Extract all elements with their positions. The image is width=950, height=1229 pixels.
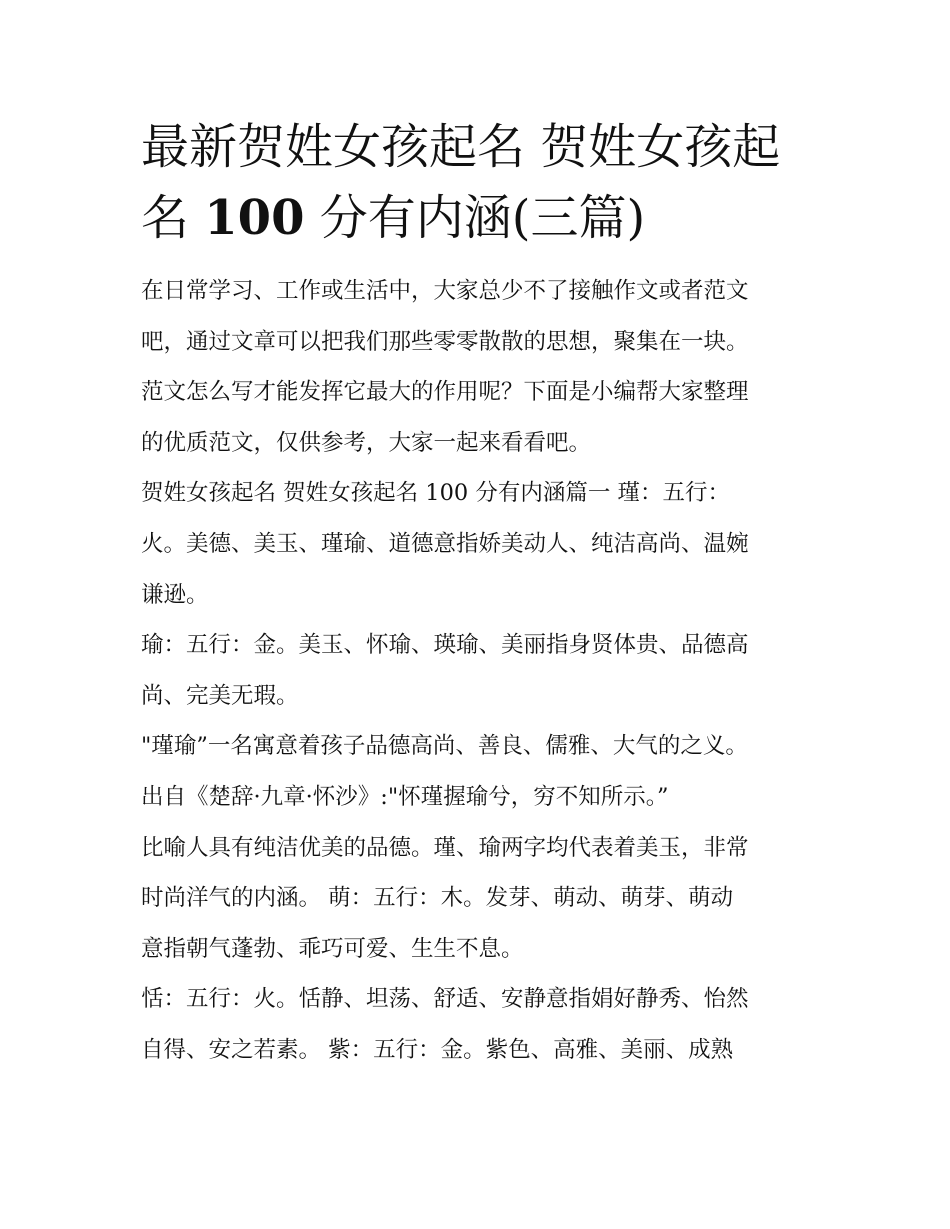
paragraph-tian [141, 974, 816, 1075]
text-line: 的优质范文，仅供参考，大家一起来看看吧。 [141, 429, 592, 456]
paragraph-intro [141, 266, 816, 468]
text-line: 范文怎么写才能发挥它最大的作用呢？下面是小编帮大家整理 [141, 379, 749, 406]
text-line: 出自《楚辞·九章·怀沙》:"怀瑾握瑜兮，穷不知所示。” [141, 783, 669, 810]
text-line: 在日常学习、工作或生活中，大家总少不了接触作文或者范文 [141, 278, 749, 304]
title-line-2: 名 100 分有内涵(三篇) [141, 190, 646, 246]
paragraph-jin [141, 468, 816, 620]
text-line: 谦逊。 [141, 581, 209, 608]
text-line: 比喻人具有纯洁优美的品德。瑾、瑜两字均代表着美玉，非常 [141, 834, 749, 861]
document-title [141, 112, 816, 254]
text-line: "瑾瑜”一名寓意着孩子品德高尚、善良、儒雅、大气的之义。 [141, 733, 748, 760]
paragraph-jinyu-meaning [141, 721, 816, 822]
text-line: 尚、完美无瑕。 [141, 682, 299, 709]
text-line: 时尚洋气的内涵。 萌：五行：木。发芽、萌动、萌芽、萌动 [141, 885, 734, 912]
paragraph-yu [141, 620, 816, 721]
text-line: 瑜：五行：金。美玉、怀瑜、瑛瑜、美丽指身贤体贵、品德高 [141, 632, 749, 659]
document-body [141, 266, 816, 1076]
text-line: 意指朝气蓬勃、乖巧可爱、生生不息。 [141, 935, 524, 962]
text-line: 自得、安之若素。 紫：五行：金。紫色、高雅、美丽、成熟 [141, 1036, 734, 1063]
text-line: 恬：五行：火。恬静、坦荡、舒适、安静意指娟好静秀、怡然 [141, 986, 749, 1013]
document-content [141, 112, 816, 1076]
title-line-1: 最新贺姓女孩起名 贺姓女孩起 [141, 119, 781, 175]
text-line: 火。美德、美玉、瑾瑜、道德意指娇美动人、纯洁高尚、温婉 [141, 530, 749, 557]
text-line: 吧，通过文章可以把我们那些零零散散的思想，聚集在一块。 [141, 328, 749, 355]
paragraph-meng [141, 823, 816, 975]
text-line: 贺姓女孩起名 贺姓女孩起名 100 分有内涵篇一 瑾：五行： [141, 480, 731, 507]
